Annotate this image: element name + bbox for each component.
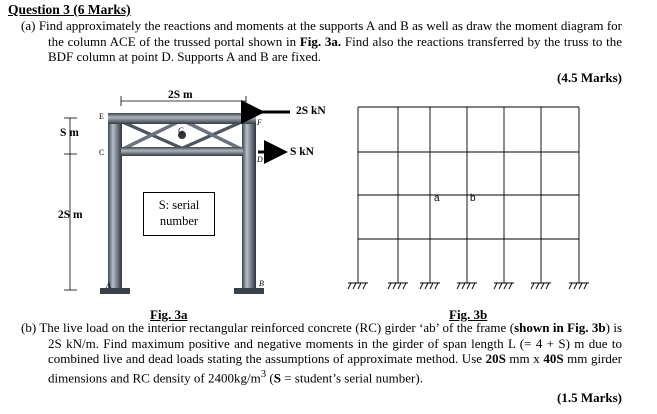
part-b-text-3: mm x	[505, 351, 544, 367]
part-b-bold-3: 40S	[543, 351, 564, 367]
node-d-label: D	[257, 155, 263, 164]
part-b-text-1: The live load on the interior rectangular reinforced concrete (RC) girder ‘ab’ of the frame (	[39, 320, 515, 335]
part-a-marks: (4.5 Marks)	[557, 70, 622, 85]
left-dim-top-label: S m	[60, 127, 79, 139]
part-a-text-1: Find approximately the reactions and moments at the supports A and B as well as draw the moment diagram for the column ACE of the trussed portal shown in	[38, 18, 622, 49]
node-a-label: A	[106, 281, 111, 290]
fig3b-caption: Fig. 3b	[449, 307, 488, 322]
part-b-bold-2: 20S	[485, 351, 506, 367]
load-top-label: 2S kN	[296, 105, 326, 117]
part-b-text-2: ) is 2S kN/m. Find maximum positive and negative moments in the girder of span length L (= 4 + S) m due to combined live and dead loads stating the assumptions of approximate method. Use	[48, 320, 623, 367]
part-b-bold-4: S	[273, 370, 281, 386]
part-b-sup: 3	[260, 367, 267, 380]
node-b-label: B	[259, 279, 264, 288]
part-a-fig-ref: Fig. 3a.	[299, 33, 342, 49]
node-g-label: G	[178, 126, 184, 135]
part-b-text-4: mm girder dimensions and RC density of 2400kg/m	[48, 351, 622, 386]
girder-label-a: a	[434, 193, 440, 204]
serial-box-line1: S: serial	[158, 198, 200, 212]
part-b-label: (b)	[21, 320, 37, 335]
part-b-text-6: = student’s serial number).	[280, 370, 423, 386]
question-title: Question 3 (6 Marks)	[8, 2, 131, 17]
part-b-text	[8, 320, 622, 386]
node-c-label: C	[99, 148, 105, 157]
part-b-marks: (1.5 Marks)	[557, 390, 622, 405]
left-dim-bottom-label: 2S m	[58, 209, 83, 221]
girder-label-b: b	[470, 193, 476, 204]
top-dim-label: 2S m	[168, 89, 193, 101]
part-b-bold-1: shown in Fig. 3b	[514, 320, 606, 335]
part-a-label: (a)	[21, 18, 36, 33]
part-b-text-5: (	[266, 370, 274, 386]
part-a-text-2: Find also the reactions transferred by the truss to the BDF column at point D. Supports A and B are fixed.	[48, 33, 622, 65]
fig3a-caption: Fig. 3a	[150, 307, 188, 322]
serial-box-line2: number	[159, 214, 199, 228]
node-f-label: F	[257, 118, 262, 127]
fixed-supports	[348, 283, 589, 289]
load-mid-label: S kN	[290, 146, 314, 158]
node-e-label: E	[99, 112, 104, 121]
